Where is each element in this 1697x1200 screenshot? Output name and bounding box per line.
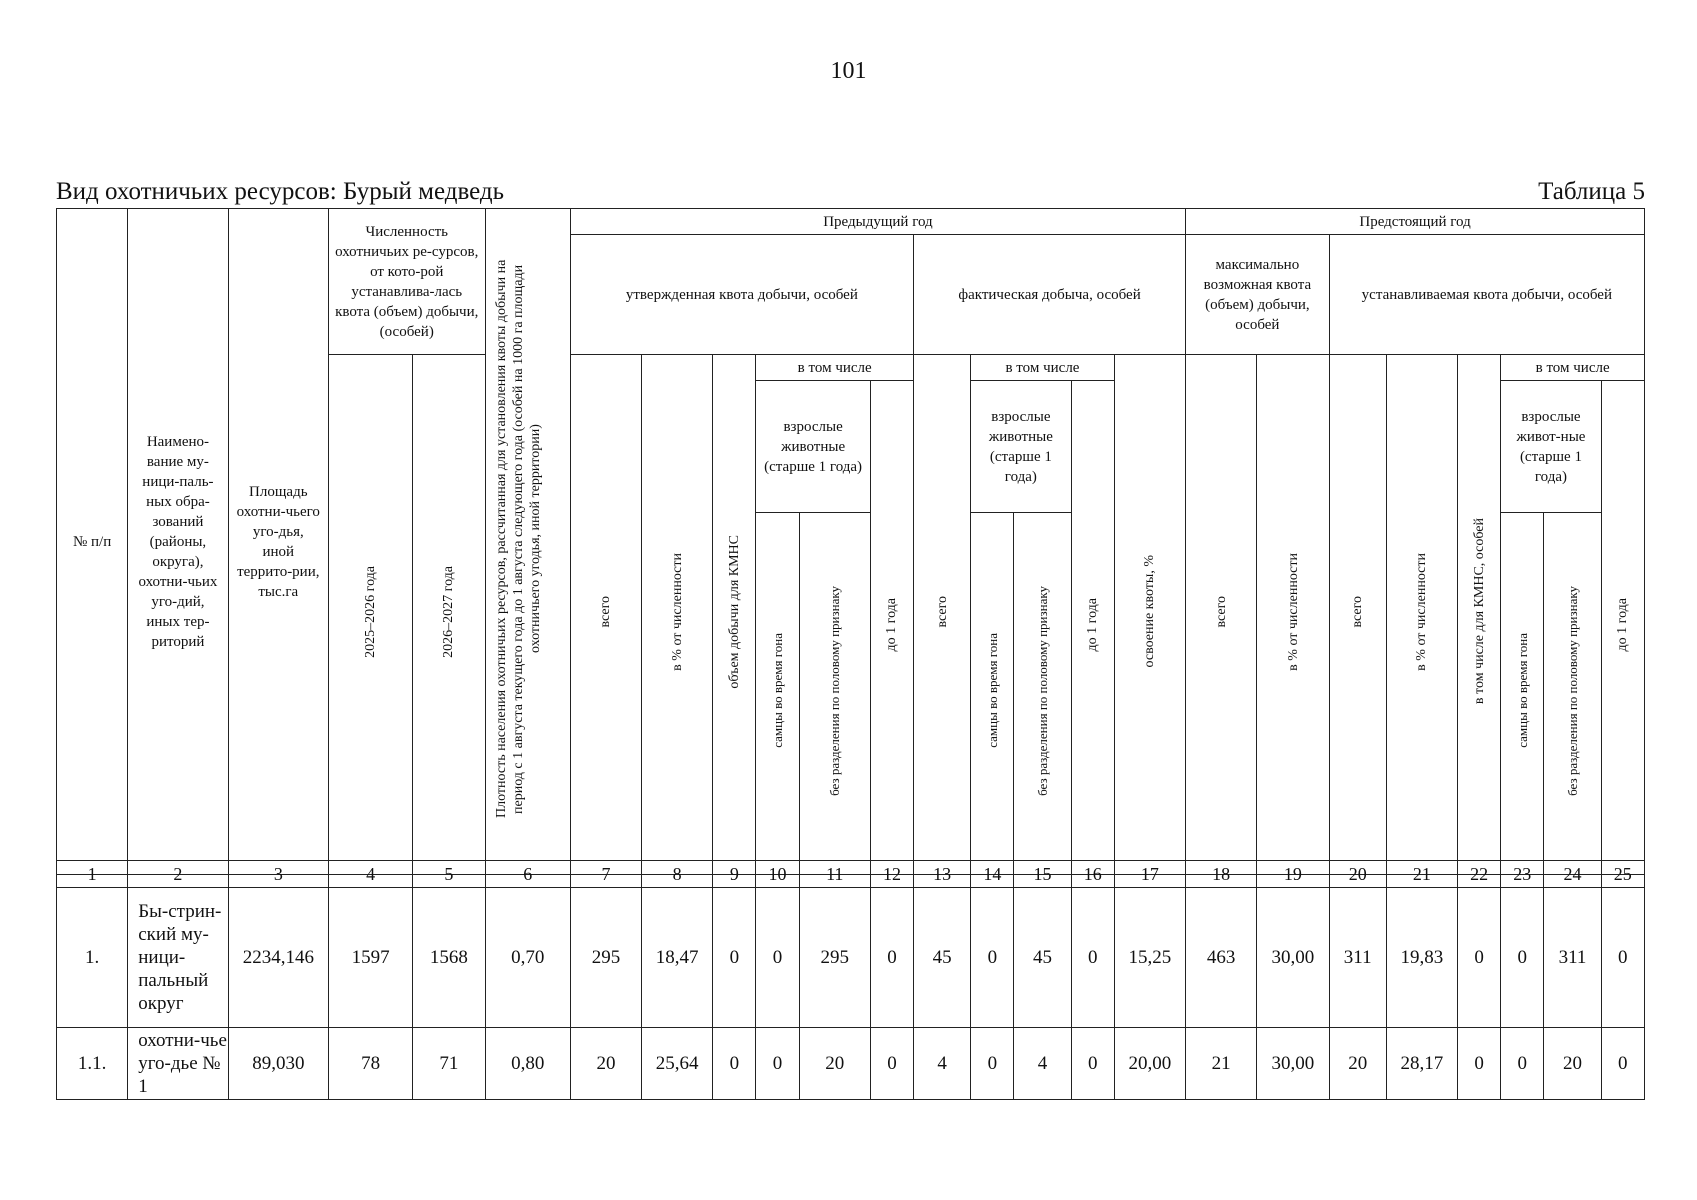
header-adults-prev-harvest: взрослые животные (старше 1 года) bbox=[971, 381, 1071, 513]
header-col-18: всего bbox=[1186, 355, 1257, 875]
col-num: 8 bbox=[642, 861, 713, 888]
header-adults-prev-quota: взрослые животные (старше 1 года) bbox=[756, 381, 870, 513]
col-num: 20 bbox=[1329, 861, 1386, 888]
col-num: 14 bbox=[971, 861, 1014, 888]
col-num: 12 bbox=[870, 861, 913, 888]
col-num: 16 bbox=[1071, 861, 1114, 888]
header-including-next-quota: в том числе bbox=[1501, 355, 1645, 381]
header-col-14: самцы во время гона bbox=[971, 513, 1014, 875]
header-col-15: без разделения по половому признаку bbox=[1014, 513, 1071, 875]
col-num: 4 bbox=[329, 861, 413, 888]
header-including-prev-harvest: в том числе bbox=[971, 355, 1115, 381]
header-set-quota: устанавливаемая квота добычи, особей bbox=[1329, 235, 1644, 355]
col-num: 3 bbox=[228, 861, 328, 888]
title-row bbox=[56, 178, 1645, 208]
col-num: 24 bbox=[1544, 861, 1601, 888]
header-col-4: 2025–2026 года bbox=[328, 355, 412, 875]
header-next-year: Предстоящий год bbox=[1186, 209, 1645, 235]
col-num: 6 bbox=[485, 861, 570, 888]
col-num: 25 bbox=[1601, 861, 1644, 888]
header-including-prev-quota: в том числе bbox=[756, 355, 914, 381]
header-col-11: без разделения по половому признаку bbox=[799, 513, 870, 875]
col-num: 7 bbox=[570, 861, 641, 888]
header-col-10: самцы во время гона bbox=[756, 513, 799, 875]
table-label: Таблица 5 bbox=[1538, 178, 1645, 205]
header-col-7: всего bbox=[570, 355, 641, 875]
col-num: 23 bbox=[1501, 861, 1544, 888]
page-number: 101 bbox=[830, 58, 867, 84]
col-num: 22 bbox=[1458, 861, 1501, 888]
header-col-13: всего bbox=[913, 355, 970, 875]
header-actual-harvest: фактическая добыча, особей bbox=[913, 235, 1185, 355]
header-col-6-text: Плотность населения охотничьих ресурсов, рассчитанная для установления квоты добычи на период с 1 августа текущего года до 1 августа следующего года (особей на 1000 га площади охотничьего угодья, иной территории) bbox=[493, 259, 543, 818]
header-col-5: 2026–2027 года bbox=[413, 355, 485, 875]
row-name: охотни-чье уго-дье № 1 bbox=[128, 1028, 228, 1100]
col-num: 11 bbox=[799, 861, 870, 888]
col-num: 15 bbox=[1014, 861, 1071, 888]
column-number-row bbox=[57, 861, 1645, 888]
header-prev-year: Предыдущий год bbox=[570, 209, 1185, 235]
header-col-20: всего bbox=[1329, 355, 1386, 875]
row-name: Бы-стрин-ский му-ници-пальный округ bbox=[128, 888, 228, 1028]
header-col-22: в том числе для КМНС, особей bbox=[1458, 355, 1501, 875]
header-adults-next-quota: взрослые живот-ные (старше 1 года) bbox=[1501, 381, 1601, 513]
header-col-24: без разделения по половому признаку bbox=[1544, 513, 1601, 875]
col-num: 18 bbox=[1186, 861, 1257, 888]
header-col-4-5-group: Численность охотничьих ре-сурсов, от кото-рой устанавлива-лась квота (объем) добычи, (особей) bbox=[328, 209, 485, 355]
header-col-21: в % от численности bbox=[1386, 355, 1457, 875]
col-num: 13 bbox=[914, 861, 971, 888]
header-col-23: самцы во время гона bbox=[1501, 513, 1544, 875]
header-max-quota: максимально возможная квота (объем) добычи, особей bbox=[1186, 235, 1330, 355]
col-num: 17 bbox=[1114, 861, 1185, 888]
table-row: 1. Бы-стрин-ский му-ници-пальный округ 2234,146 1597 1568 0,70 295 18,47 0 0 295 0 45 0 45 0 15,25 463 30,00 311 19,83 0 0 311 0 bbox=[57, 888, 1645, 1028]
header-col-3: Площадь охотни-чьего уго-дья, иной террито-рии, тыс.га bbox=[228, 209, 328, 875]
col-num: 5 bbox=[413, 861, 485, 888]
header-table bbox=[56, 208, 1645, 875]
header-col-8: в % от численности bbox=[642, 355, 713, 875]
col-num: 19 bbox=[1257, 861, 1329, 888]
header-col-19: в % от численности bbox=[1257, 355, 1329, 875]
col-num: 9 bbox=[713, 861, 756, 888]
resource-title: Вид охотничьих ресурсов: Бурый медведь bbox=[56, 178, 504, 205]
header-col-6 bbox=[485, 209, 570, 875]
col-num: 21 bbox=[1386, 861, 1457, 888]
header-col-2: Наимено-вание му-ници-паль-ных обра-зований (районы, округа), охотни-чьих уго-дий, иных тер-риторий bbox=[128, 209, 228, 875]
data-table bbox=[56, 860, 1645, 1100]
col-num: 1 bbox=[57, 861, 128, 888]
col-num: 2 bbox=[128, 861, 228, 888]
header-col-25: до 1 года bbox=[1601, 381, 1644, 875]
header-col-12: до 1 года bbox=[870, 381, 913, 875]
col-num: 10 bbox=[756, 861, 799, 888]
header-col-1: № п/п bbox=[57, 209, 128, 875]
header-col-17: освоение квоты, % bbox=[1114, 355, 1185, 875]
table-row: 1.1. охотни-чье уго-дье № 1 89,030 78 71 0,80 20 25,64 0 0 20 0 4 0 4 0 20,00 21 30,00 20 28,17 0 0 20 0 bbox=[57, 1028, 1645, 1100]
header-col-16: до 1 года bbox=[1071, 381, 1114, 875]
header-col-9: объем добычи для КМНС bbox=[713, 355, 756, 875]
header-approved-quota: утвержденная квота добычи, особей bbox=[570, 235, 913, 355]
